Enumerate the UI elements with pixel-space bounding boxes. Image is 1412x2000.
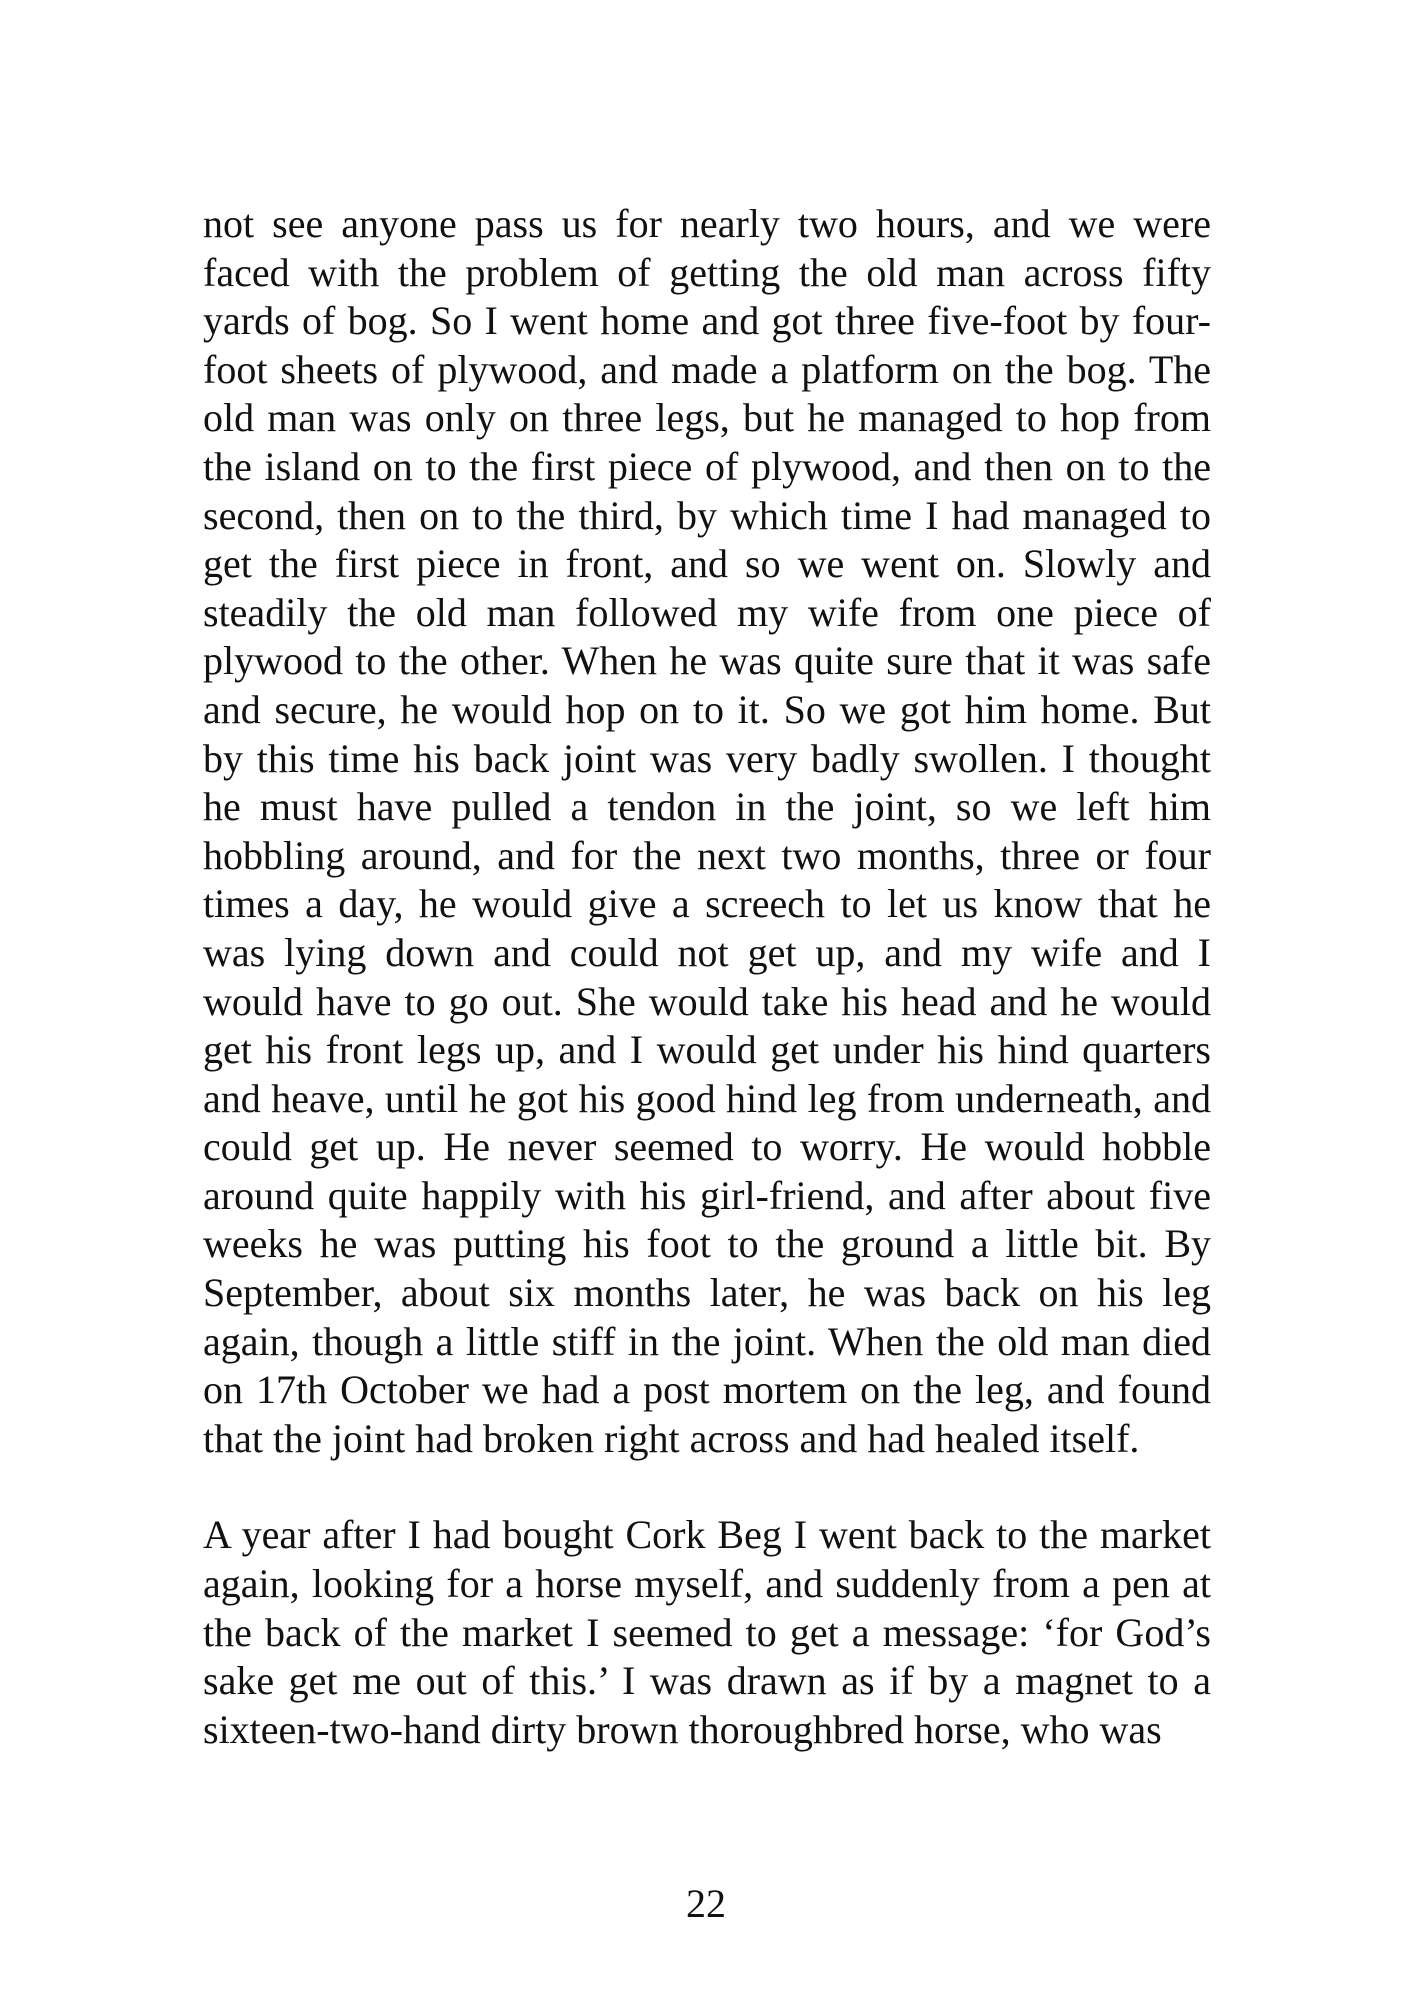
body-text	[203, 200, 1211, 1754]
page-number: 22	[686, 1881, 726, 1926]
paragraph: A year after I had bought Cork Beg I went back to the market again, looking for a horse myself, and suddenly from a pen at the back of the market I seemed to get a message: ‘for God’s sake get me out of this.’ I was drawn as if by a magnet to a sixteen-two-hand dirty brown thoroughbred horse, who was	[203, 1512, 1211, 1752]
paragraph: not see anyone pass us for nearly two hours, and we were faced with the problem of getting the old man across fifty yards of bog. So I went home and got three five-foot by four-foot sheets of plywood, and made a platform on the bog. The old man was only on three legs, but he managed to hop from the island on to the first piece of plywood, and then on to the second, then on to the third, by which time I had managed to get the first piece in front, and so we went on. Slowly and steadily the old man followed my wife from one piece of plywood to the other. When he was quite sure that it was safe and secure, he would hop on to it. So we got him home. But by this time his back joint was very badly swollen. I thought he must have pulled a tendon in the joint, so we left him hobbling around, and for the next two months, three or four times a day, he would give a screech to let us know that he was lying down and could not get up, and my wife and I would have to go out. She would take his head and he would get his front legs up, and I would get under his hind quarters and heave, until he got his good hind leg from underneath, and could get up. He never seemed to worry. He would hobble around quite happily with his girl-friend, and after about five weeks he was putting his foot to the ground a little bit. By September, about six months later, he was back on his leg again, though a little stiff in the joint. When the old man died on 17th October we had a post mortem on the leg, and found that the joint had broken right across and had healed itself.	[203, 201, 1211, 1461]
